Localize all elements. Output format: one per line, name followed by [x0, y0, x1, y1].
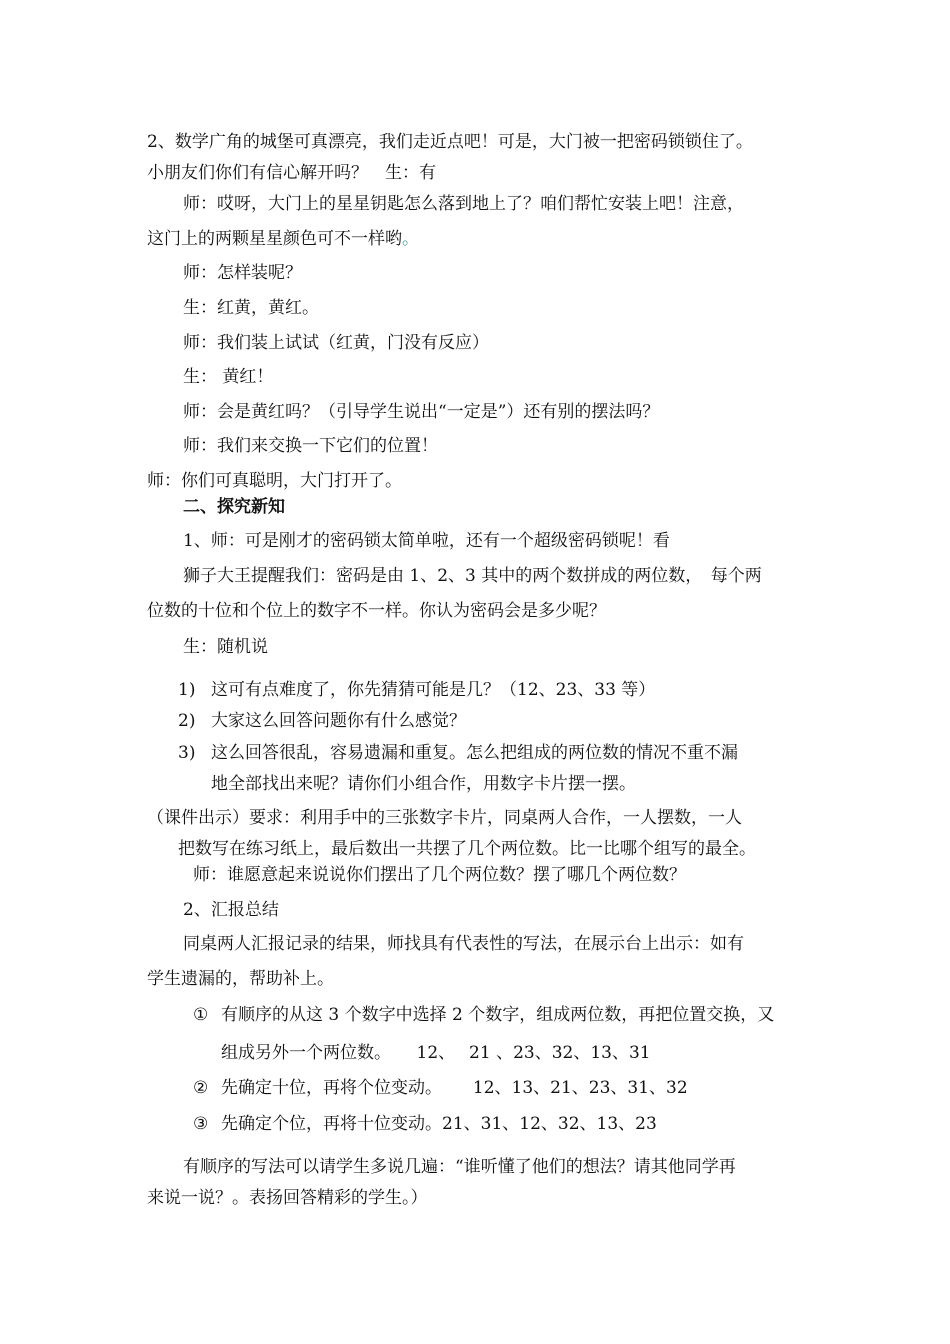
paragraph-requirement-line2: 把数写在练习纸上，最后数出一共摆了几个两位数。比一比哪个组写的最全。: [178, 839, 756, 859]
list-item-text: 大家这么回答问题你有什么感觉？: [211, 711, 466, 731]
star-key-text: 这门上的两颗星星颜色可不一样哟: [147, 229, 402, 249]
method-number: ②: [193, 1078, 209, 1098]
dialogue-random-say: 生：随机说: [183, 637, 268, 657]
section-heading-explore: 二、探究新知: [183, 497, 285, 517]
list-item-number: 3): [178, 743, 196, 763]
dialogue-door-opened: 师：你们可真聪明，大门打开了。: [147, 471, 402, 491]
star-key-period: 。: [402, 229, 419, 249]
method-text: 有顺序的从这 3 个数字中选择 2 个数字，组成两位数，再把位置交换，又: [221, 1005, 775, 1025]
paragraph-lion-hint-line1: 狮子大王提醒我们：密码是由 1、2、3 其中的两个数拼成的两位数， 每个两: [183, 566, 762, 586]
paragraph-lion-hint-line2: 位数的十位和个位上的数字不一样。你认为密码会是多少呢？: [147, 601, 606, 621]
method-text: 先确定十位，再将个位变动。 12、13、21、23、31、32: [221, 1078, 688, 1098]
paragraph-super-lock: 1、师：可是刚才的密码锁太简单啦，还有一个超级密码锁呢！看: [183, 531, 670, 551]
list-item-text: 这么回答很乱，容易遗漏和重复。怎么把组成的两位数的情况不重不漏: [211, 743, 738, 763]
list-item-text-continued: 地全部找出来呢？请你们小组合作，用数字卡片摆一摆。: [211, 774, 636, 794]
method-text-continued: 组成另外一个两位数。 12、 21 、23、32、13、31: [221, 1043, 651, 1063]
paragraph-report-line2: 学生遗漏的，帮助补上。: [147, 969, 334, 989]
dialogue-is-it-yellow-red: 师：会是黄红吗？（引导学生说出“一定是”）还有别的摆法吗？: [183, 402, 660, 422]
dialogue-swap-positions: 师：我们来交换一下它们的位置！: [183, 436, 438, 456]
dialogue-how-install: 师：怎样装呢？: [183, 263, 302, 283]
paragraph-castle-line1: 2、数学广角的城堡可真漂亮，我们走近点吧！可是，大门被一把密码锁锁住了。: [147, 132, 753, 152]
paragraph-report-line1: 同桌两人汇报记录的结果，师找具有代表性的写法，在展示台上出示：如有: [183, 934, 744, 954]
paragraph-star-key-line1: 师：哎呀，大门上的星星钥匙怎么落到地上了？咱们帮忙安装上吧！注意，: [183, 194, 744, 214]
method-number: ①: [193, 1005, 209, 1025]
dialogue-who-wants: 师：谁愿意起来说说你们摆出了几个两位数？摆了哪几个两位数？: [193, 865, 686, 885]
dialogue-try-install: 师：我们装上试试（红黄，门没有反应）: [183, 333, 489, 353]
list-item-text: 这可有点难度了，你先猜猜可能是几？（12、23、33 等）: [211, 680, 656, 700]
section-report-summary: 2、汇报总结: [183, 900, 279, 920]
method-text: 先确定个位，再将十位变动。21、31、12、32、13、23: [221, 1114, 657, 1134]
paragraph-requirement-line1: （课件出示）要求：利用手中的三张数字卡片，同桌两人合作，一人摆数，一人: [147, 808, 742, 828]
dialogue-yellow-red: 生： 黄红！: [183, 367, 274, 387]
paragraph-castle-line2: 小朋友们你们有信心解开吗？ 生：有: [147, 163, 436, 183]
list-item-number: 1): [178, 680, 196, 700]
dialogue-red-yellow: 生：红黄，黄红。: [183, 298, 319, 318]
list-item-number: 2): [178, 711, 196, 731]
paragraph-star-key-line2: [147, 228, 419, 250]
method-number: ③: [193, 1114, 209, 1134]
paragraph-closing-line2: 来说一说？。表扬回答精彩的学生。）: [147, 1188, 428, 1208]
paragraph-closing-line1: 有顺序的写法可以请学生多说几遍：“谁听懂了他们的想法？请其他同学再: [183, 1157, 736, 1177]
